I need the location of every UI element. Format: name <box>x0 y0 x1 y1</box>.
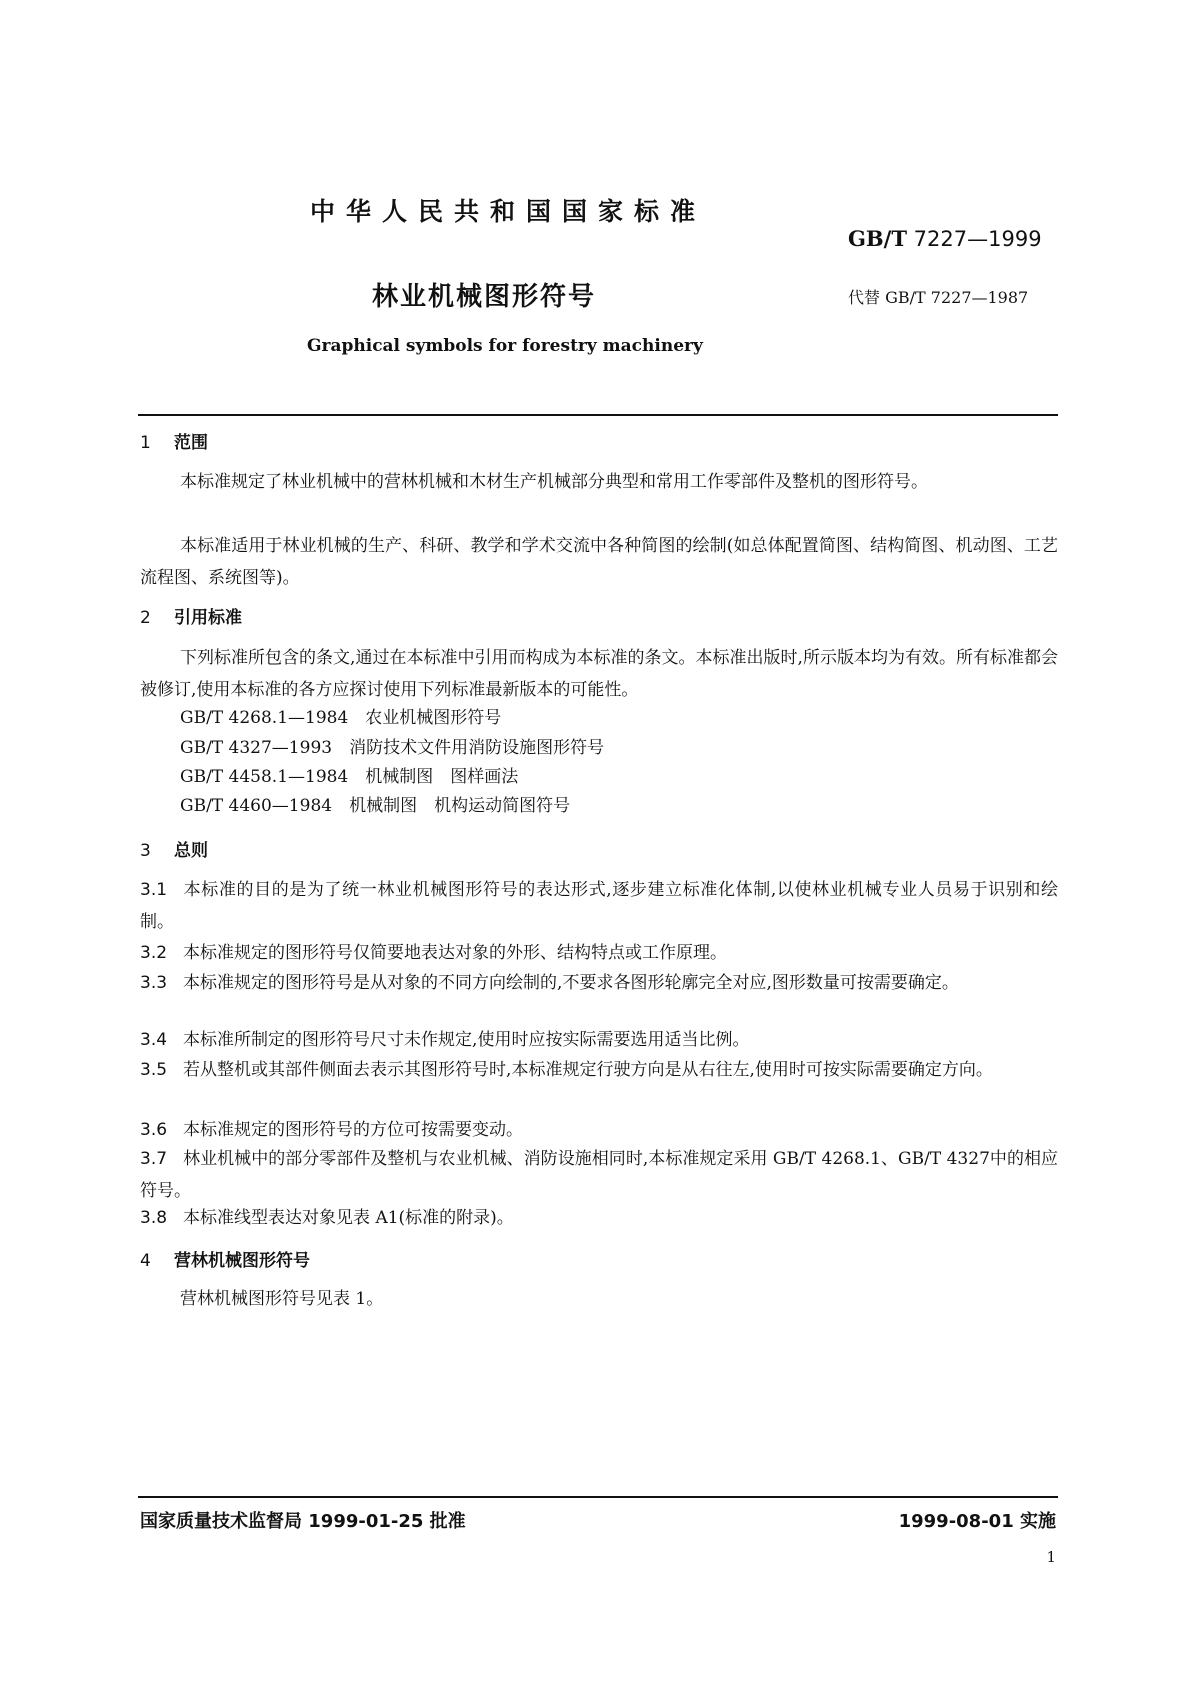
clause-3-2 <box>140 937 1058 969</box>
clause-3-1 <box>140 874 1058 938</box>
clause-3-5 <box>140 1054 1058 1086</box>
section-number: 2 <box>140 608 151 628</box>
clause-number: 3.2 <box>140 943 168 963</box>
header-divider <box>138 414 1058 416</box>
section-title: 引用标准 <box>174 608 242 628</box>
clause-number: 3.1 <box>140 880 168 900</box>
clause-text: 本标准所制定的图形符号尺寸未作规定,使用时应按实际需要选用适当比例。 <box>183 1030 750 1050</box>
reference-item: GB/T 4268.1—1984 农业机械图形符号 <box>180 708 502 728</box>
clause-text: 本标准规定的图形符号仅简要地表达对象的外形、结构特点或工作原理。 <box>183 943 728 963</box>
national-standard-title: 中华人民共和国国家标准 <box>310 197 707 226</box>
standard-prefix: GB/T <box>848 226 907 251</box>
clause-number: 3.7 <box>140 1149 168 1169</box>
reference-item: GB/T 4460—1984 机械制图 机构运动简图符号 <box>180 796 571 816</box>
clause-3-8 <box>140 1202 1058 1234</box>
section-4-paragraph-1: 营林机械图形符号见表 1。 <box>180 1289 384 1309</box>
standard-number <box>848 226 1042 251</box>
section-number: 3 <box>140 841 151 861</box>
section-1-paragraph-1: 本标准规定了林业机械中的营林机械和木材生产机械部分典型和常用工作零部件及整机的图形符号。 <box>180 472 928 492</box>
clause-3-7 <box>140 1143 1058 1207</box>
section-title: 总则 <box>174 841 208 861</box>
section-1-paragraph-2: 本标准适用于林业机械的生产、科研、教学和学术交流中各种简图的绘制(如总体配置简图、结构简图、机动图、工艺流程图、系统图等)。 <box>140 536 1058 588</box>
section-number: 1 <box>140 433 151 453</box>
clause-text: 本标准规定的图形符号的方位可按需要变动。 <box>183 1120 524 1140</box>
section-number: 4 <box>140 1251 151 1271</box>
footer-divider <box>138 1496 1058 1498</box>
section-3-heading <box>140 836 208 861</box>
clause-text: 本标准规定的图形符号是从对象的不同方向绘制的,不要求各图形轮廓完全对应,图形数量可按需要确定。 <box>183 973 959 993</box>
clause-number: 3.5 <box>140 1060 168 1080</box>
clause-number: 3.3 <box>140 973 168 993</box>
standard-code: 7227—1999 <box>913 227 1042 251</box>
section-1-heading <box>140 428 208 453</box>
effective-date: 1999-08-01 实施 <box>898 1511 1056 1532</box>
clause-text: 林业机械中的部分零部件及整机与农业机械、消防设施相同时,本标准规定采用 GB/T 4268.1、GB/T 4327中的相应符号。 <box>140 1149 1058 1201</box>
replaces-note: 代替 GB/T 7227—1987 <box>848 288 1029 307</box>
clause-3-3 <box>140 967 1058 999</box>
clause-3-4 <box>140 1024 1058 1056</box>
clause-number: 3.4 <box>140 1030 168 1050</box>
section-2-paragraph-1: 下列标准所包含的条文,通过在本标准中引用而构成为本标准的条文。本标准出版时,所示版本均为有效。所有标准都会被修订,使用本标准的各方应探讨使用下列标准最新版本的可能性。 <box>140 648 1058 700</box>
clause-text: 若从整机或其部件侧面去表示其图形符号时,本标准规定行驶方向是从右往左,使用时可按实际需要确定方向。 <box>183 1060 993 1080</box>
section-title: 范围 <box>174 433 208 453</box>
approval-date: 国家质量技术监督局 1999-01-25 批准 <box>140 1511 466 1532</box>
clause-number: 3.8 <box>140 1208 168 1228</box>
document-title: 林业机械图形符号 <box>372 282 597 312</box>
reference-item: GB/T 4458.1—1984 机械制图 图样画法 <box>180 767 519 787</box>
section-title: 营林机械图形符号 <box>174 1251 310 1271</box>
english-title: Graphical symbols for forestry machinery <box>307 336 703 356</box>
clause-text: 本标准的目的是为了统一林业机械图形符号的表达形式,逐步建立标准化体制,以使林业机械专业人员易于识别和绘制。 <box>140 880 1058 932</box>
section-4-heading <box>140 1246 310 1271</box>
clause-3-6 <box>140 1114 1058 1146</box>
clause-number: 3.6 <box>140 1120 168 1140</box>
page-number: 1 <box>1046 1548 1056 1566</box>
section-2-heading <box>140 603 242 628</box>
reference-item: GB/T 4327—1993 消防技术文件用消防设施图形符号 <box>180 738 605 758</box>
clause-text: 本标准线型表达对象见表 A1(标准的附录)。 <box>183 1208 514 1228</box>
